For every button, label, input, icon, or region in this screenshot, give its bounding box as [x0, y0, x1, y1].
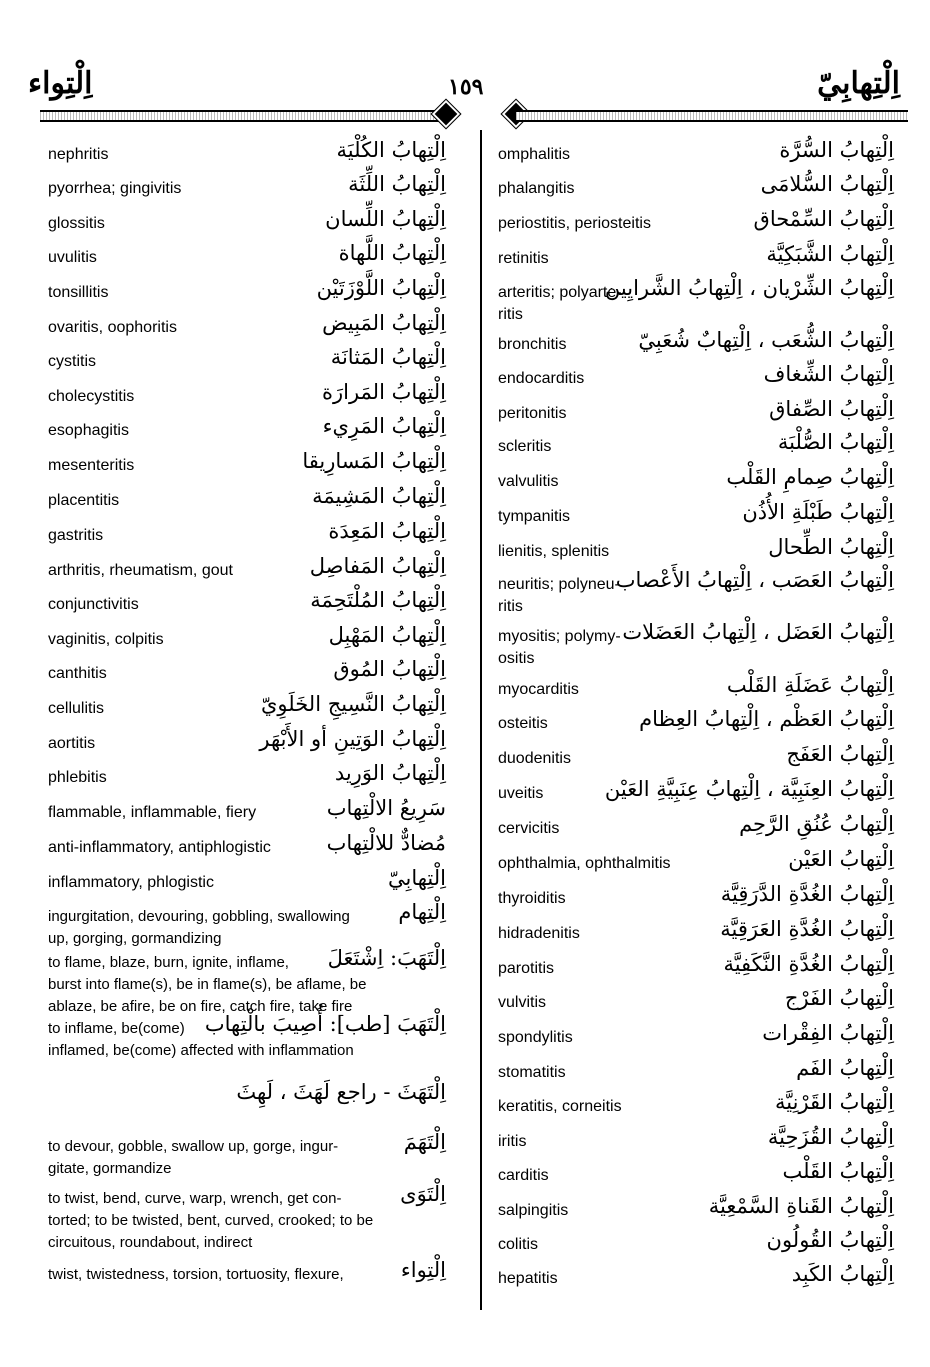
english-definition: placentitis: [48, 492, 120, 509]
arabic-headword: اِلْتِهابُ الشَّبَكِيَّة: [766, 242, 894, 266]
english-definition: cellulitis: [48, 700, 105, 717]
english-definition: inflammatory, phlogistic: [48, 874, 214, 891]
english-definition: scleritis: [498, 438, 552, 455]
english-definition: esophagitis: [48, 422, 129, 439]
diamond-ornament-left-icon: [432, 100, 460, 128]
english-definition: valvulitis: [498, 473, 559, 490]
english-definition: to devour, gobble, swallow up, gorge, ingur- gitate, gormandize: [48, 1138, 339, 1177]
english-definition: anti-inflammatory, antiphlogistic: [48, 839, 271, 856]
english-definition: ingurgitation, devouring, gobbling, swallowing up, gorging, gormandizing: [48, 908, 350, 947]
header-rule-right: [516, 110, 908, 122]
column-divider: [480, 130, 482, 1310]
english-definition: tonsillitis: [48, 284, 109, 301]
english-definition: arthritis, rheumatism, gout: [48, 562, 233, 579]
arabic-headword: اِلْتِهابُ الصِّفاق: [769, 397, 894, 421]
arabic-headword: اِلْتِهابُ العَظْم ، اِلْتِهابُ العِظام: [639, 707, 894, 731]
english-definition: salpingitis: [498, 1202, 569, 1219]
english-definition: parotitis: [498, 960, 555, 977]
arabic-headword: اِلْتِهابُ اللَّوْزَتَيْن: [316, 276, 446, 300]
arabic-headword: اِلْتَهَثَ - راجع لَهَثَ ، لَهِثَ: [236, 1080, 446, 1104]
english-definition: cervicitis: [498, 820, 560, 837]
arabic-headword: اِلْتِهابُ المَرِيء: [322, 414, 446, 438]
arabic-headword: اِلْتِهابُ المُلْتَحِمَة: [310, 588, 446, 612]
arabic-headword: اِلْتِهابُ الوَتِينِ أو الأَبْهَر: [259, 727, 446, 751]
arabic-headword: اِلْتِهابُ الشِّرْيان ، اِلْتِهابُ الشَّرايِين: [604, 276, 894, 300]
english-definition: carditis: [498, 1167, 549, 1184]
english-definition: uvulitis: [48, 249, 97, 266]
english-definition: spondylitis: [498, 1029, 573, 1046]
english-definition: osteitis: [498, 715, 548, 732]
english-definition: to flame, blaze, burn, ignite, inflame, burst into flame(s), be in flame(s), be aflame, be ablaze, be afire, be on fire, catch fire, take fire: [48, 954, 367, 1015]
arabic-headword: اِلْتِهابُ الصُّلْبَة: [777, 430, 894, 454]
arabic-headword: سَرِيعُ الالْتِهاب: [326, 796, 446, 820]
english-definition: keratitis, corneitis: [498, 1098, 622, 1115]
english-definition: twist, twistedness, torsion, tortuosity, flexure,: [48, 1266, 344, 1283]
arabic-headword: اِلْتِهابُ عَضَلَةِ القَلْب: [726, 673, 894, 697]
arabic-headword: اِلْتِهابُ العَصَب ، اِلْتِهابُ الأَعْصاب: [615, 568, 894, 592]
arabic-headword: اِلْتِهابُ اللِّثَة: [348, 172, 446, 196]
english-definition: canthitis: [48, 665, 107, 682]
arabic-headword: اِلْتِهابُ المَبِيض: [322, 311, 446, 335]
arabic-headword: اِلْتِهابُ الشُّعَب ، اِلْتِهابٌ شُعَبِيّ: [638, 328, 894, 352]
english-definition: lienitis, splenitis: [498, 543, 610, 560]
english-definition: phlebitis: [48, 769, 107, 786]
english-definition: to twist, bend, curve, warp, wrench, get con- torted; to be twisted, bent, curved, crooked; to be circuitous, roundabout, indirect: [48, 1190, 374, 1251]
english-definition: hidradenitis: [498, 925, 580, 942]
english-definition: gastritis: [48, 527, 104, 544]
english-definition: colitis: [498, 1236, 539, 1253]
arabic-headword: اِلْتِهابُ المَرارَة: [321, 380, 446, 404]
english-definition: hepatitis: [498, 1270, 558, 1287]
arabic-headword: اِلْتِهابُ القَرْنِيَّة: [775, 1090, 894, 1114]
arabic-headword: اِلْتِهابُ الفَرْج: [784, 986, 894, 1010]
english-definition: glossitis: [48, 215, 105, 232]
english-definition: nephritis: [48, 146, 109, 163]
arabic-headword: اِلْتِهابُ القَناةِ السَّمْعِيَّة: [708, 1194, 894, 1218]
arabic-headword: اِلْتِهابُ عُنُقِ الرَّحِم: [739, 812, 894, 836]
page-header: [0, 0, 930, 130]
english-definition: omphalitis: [498, 146, 571, 163]
arabic-headword: اِلْتِهابُ المَشِيمَة: [312, 484, 446, 508]
arabic-headword: اِلْتِهابُ الكُلْيَة: [336, 138, 446, 162]
arabic-headword: اِلْتِهابُ القَلْب: [782, 1159, 894, 1183]
arabic-headword: اِلْتِهابُ صِمامِ القَلْب: [726, 465, 894, 489]
english-definition: conjunctivitis: [48, 596, 139, 613]
english-definition: neuritis; polyneu- ritis: [498, 576, 620, 615]
english-definition: cystitis: [48, 353, 96, 370]
english-definition: tympanitis: [498, 508, 571, 525]
english-definition: bronchitis: [498, 336, 567, 353]
english-definition: pyorrhea; gingivitis: [48, 180, 182, 197]
arabic-headword: اِلْتِهابُ اللَّهاة: [338, 241, 446, 265]
arabic-headword: اِلْتِهابُ النَّسِيجِ الخَلَوِيّ: [261, 692, 446, 716]
arabic-headword: اِلْتِهابُ الشِّغاف: [763, 362, 894, 386]
arabic-headword: اِلْتِهابُ العِنَبِيَّة ، اِلْتِهابُ عِنَبِيَّةِ العَيْن: [604, 777, 894, 801]
arabic-headword: اِلْتِهابُ القُزَحِيَّة: [767, 1125, 894, 1149]
arabic-headword: اِلْتِهابُ السُّرَّة: [779, 138, 894, 162]
arabic-headword: اِلْتِهابُ المَعِدَة: [328, 519, 446, 543]
english-definition: ovaritis, oophoritis: [48, 319, 177, 336]
english-definition: duodenitis: [498, 750, 571, 767]
arabic-headword: اِلْتِهابُ الكَبِد: [791, 1262, 894, 1286]
arabic-headword: اِلْتِهابُ القُولُون: [766, 1228, 894, 1252]
english-definition: retinitis: [498, 250, 549, 267]
arabic-headword: اِلْتِهابُ العَضَل ، اِلْتِهابُ العَضَلات: [622, 620, 894, 644]
english-definition: periostitis, periosteitis: [498, 215, 651, 232]
english-definition: endocarditis: [498, 370, 585, 387]
arabic-headword: اِلْتَهَمَ: [403, 1130, 446, 1154]
arabic-headword: اِلْتِهابُ العَيْن: [788, 847, 894, 871]
arabic-headword: اِلْتِهابُ اللِّسان: [325, 207, 446, 231]
arabic-headword: اِلْتِهام: [398, 900, 446, 924]
arabic-headword: اِلْتَهَبَ [طب]: أُصِيبَ بالْتِهاب: [204, 1012, 446, 1036]
arabic-headword: اِلْتِهابُ الغُدَّةِ النَّكَفِيَّة: [723, 952, 894, 976]
arabic-headword: اِلْتِهابُ الوَرِيد: [334, 761, 446, 785]
english-definition: myositis; polymy- ositis: [498, 628, 621, 667]
arabic-headword: اِلْتِهابُ المَسارِيقا: [302, 449, 446, 473]
running-headword-right: اِلْتِهابِيّ: [817, 66, 900, 101]
arabic-headword: اِلْتَهَبَ: اِشْتَعَلَ: [327, 946, 446, 970]
arabic-headword: اِلْتِهابِيّ: [388, 866, 446, 890]
english-definition: uveitis: [498, 785, 544, 802]
arabic-headword: اِلْتِهابُ المُوق: [333, 657, 446, 681]
arabic-headword: اِلْتِهابُ السِّمْحاق: [753, 207, 894, 231]
arabic-headword: اِلْتِهابُ المَفاصِل: [309, 554, 446, 578]
english-definition: aortitis: [48, 735, 96, 752]
english-definition: stomatitis: [498, 1064, 566, 1081]
english-definition: thyroiditis: [498, 890, 566, 907]
english-definition: to inflame, be(come) inflamed, be(come) affected with inflammation: [48, 1020, 354, 1059]
arabic-headword: اِلْتِهابُ الفَم: [796, 1056, 894, 1080]
english-definition: phalangitis: [498, 180, 575, 197]
english-definition: vulvitis: [498, 994, 547, 1011]
running-headword-left: اِلْتِواء: [28, 66, 93, 101]
arabic-headword: اِلْتِواء: [400, 1258, 446, 1282]
arabic-headword: اِلْتِهابُ الغُدَّةِ الدَّرَقِيَّة: [720, 882, 894, 906]
arabic-headword: اِلْتِهابُ السُّلامَى: [760, 172, 894, 196]
arabic-headword: مُضادٌّ للالْتِهاب: [326, 831, 446, 855]
english-definition: flammable, inflammable, fiery: [48, 804, 257, 821]
page-number: ١٥٩: [448, 74, 484, 100]
arabic-headword: اِلْتِهابُ العَفَج: [786, 742, 894, 766]
header-rule-left: [40, 110, 440, 122]
english-definition: cholecystitis: [48, 388, 135, 405]
english-definition: peritonitis: [498, 405, 567, 422]
english-definition: vaginitis, colpitis: [48, 631, 164, 648]
arabic-headword: اِلْتَوَى: [400, 1182, 446, 1206]
english-definition: iritis: [498, 1133, 527, 1150]
arabic-headword: اِلْتِهابُ طَبْلَةِ الأُذُن: [742, 500, 894, 524]
arabic-headword: اِلْتِهابُ الفِقْرات: [762, 1021, 894, 1045]
arabic-headword: اِلْتِهابُ الطِّحال: [768, 535, 894, 559]
english-definition: mesenteritis: [48, 457, 135, 474]
english-definition: arteritis; polyarte- ritis: [498, 284, 622, 323]
english-definition: ophthalmia, ophthalmitis: [498, 855, 671, 872]
arabic-headword: اِلْتِهابُ المَهْبِل: [328, 623, 446, 647]
arabic-headword: اِلْتِهابُ المَثانَة: [330, 345, 446, 369]
arabic-headword: اِلْتِهابُ الغُدَّةِ العَرَقِيَّة: [720, 917, 894, 941]
english-definition: myocarditis: [498, 681, 579, 698]
